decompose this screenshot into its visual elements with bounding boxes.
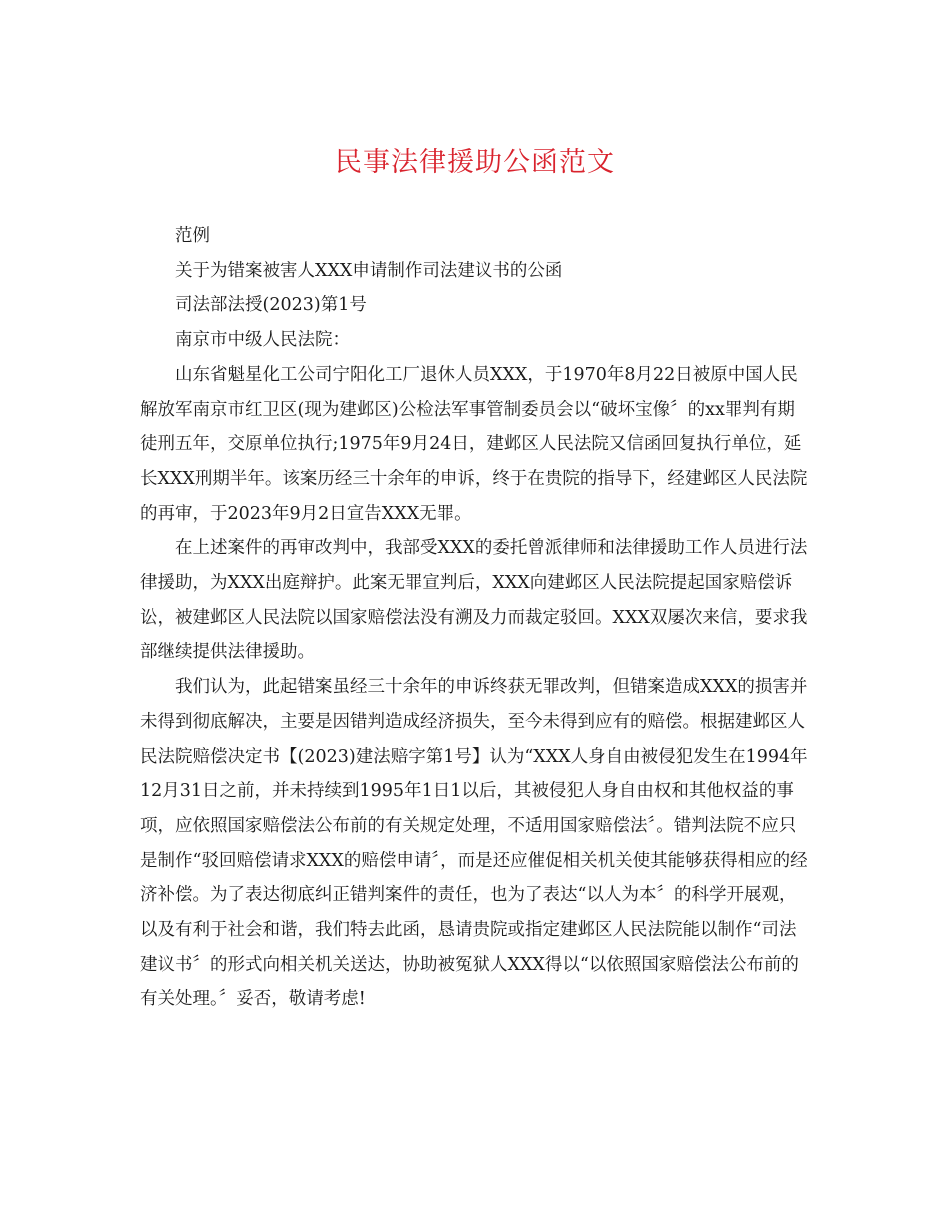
paragraph-case-background: 山东省魁星化工公司宁阳化工厂退休人员XXX，于1970年8月22日被原中国人民解放军南京市红卫区(现为建邺区)公检法军事管制委员会以“破坏宝像〞的xx罪判有期徒刑五年，交原单位执行;1975年9月24日，建邺区人民法院又信函回复执行单位，延长XXX刑期半年。该案历经三十余年的申诉，终于在贵院的指导下，经建邺区人民法院的再审，于2023年9月2日宣告XXX无罪。 <box>140 364 808 524</box>
paragraph-legal-aid: 在上述案件的再审改判中，我部受XXX的委托曾派律师和法律援助工作人员进行法律援助，为XXX出庭辩护。此案无罪宣判后，XXX向建邺区人民法院提起国家赔偿诉讼，被建邺区人民法院以国家赔偿法没有溯及力而裁定驳回。XXX双屡次来信，要求我部继续提供法律援助。 <box>140 538 808 663</box>
paragraph-letter-subject: 关于为错案被害人XXX申请制作司法建议书的公函 <box>175 260 563 281</box>
paragraph-example-label: 范例 <box>175 226 210 246</box>
paragraph-request: 我们认为，此起错案虽经三十余年的申诉终获无罪改判，但错案造成XXX的损害并未得到彻底解决，主要是因错判造成经济损失，至今未得到应有的赔偿。根据建邺区人民法院赔偿决定书【(2023)建法赔字第1号】认为“XXX人身自由被侵犯发生在1994年12月31日之前，并未持续到1995年1日1以后，其被侵犯人身自由权和其他权益的事项，应依照国家赔偿法公布前的有关规定处理，不适用国家赔偿法〞。错判法院不应只是制作“驳回赔偿请求XXX的赔偿申请〞，而是还应催促相关机关使其能够获得相应的经济补偿。为了表达彻底纠正错判案件的责任，也为了表达“以人为本〞的科学开展观，以及有利于社会和谐，我们特去此函，恳请贵院或指定建邺区人民法院能以制作“司法建议书〞的形式向相关机关送达，协助被冤狱人XXX得以“以依照国家赔偿法公布前的有关处理。〞妥否，敬请考虑! <box>140 677 808 1010</box>
document-title: 民事法律援助公函范文 <box>335 147 615 178</box>
paragraph-document-number: 司法部法授(2023)第1号 <box>175 295 367 316</box>
document-body <box>140 219 812 1017</box>
paragraph-addressee: 南京市中级人民法院： <box>175 330 350 351</box>
